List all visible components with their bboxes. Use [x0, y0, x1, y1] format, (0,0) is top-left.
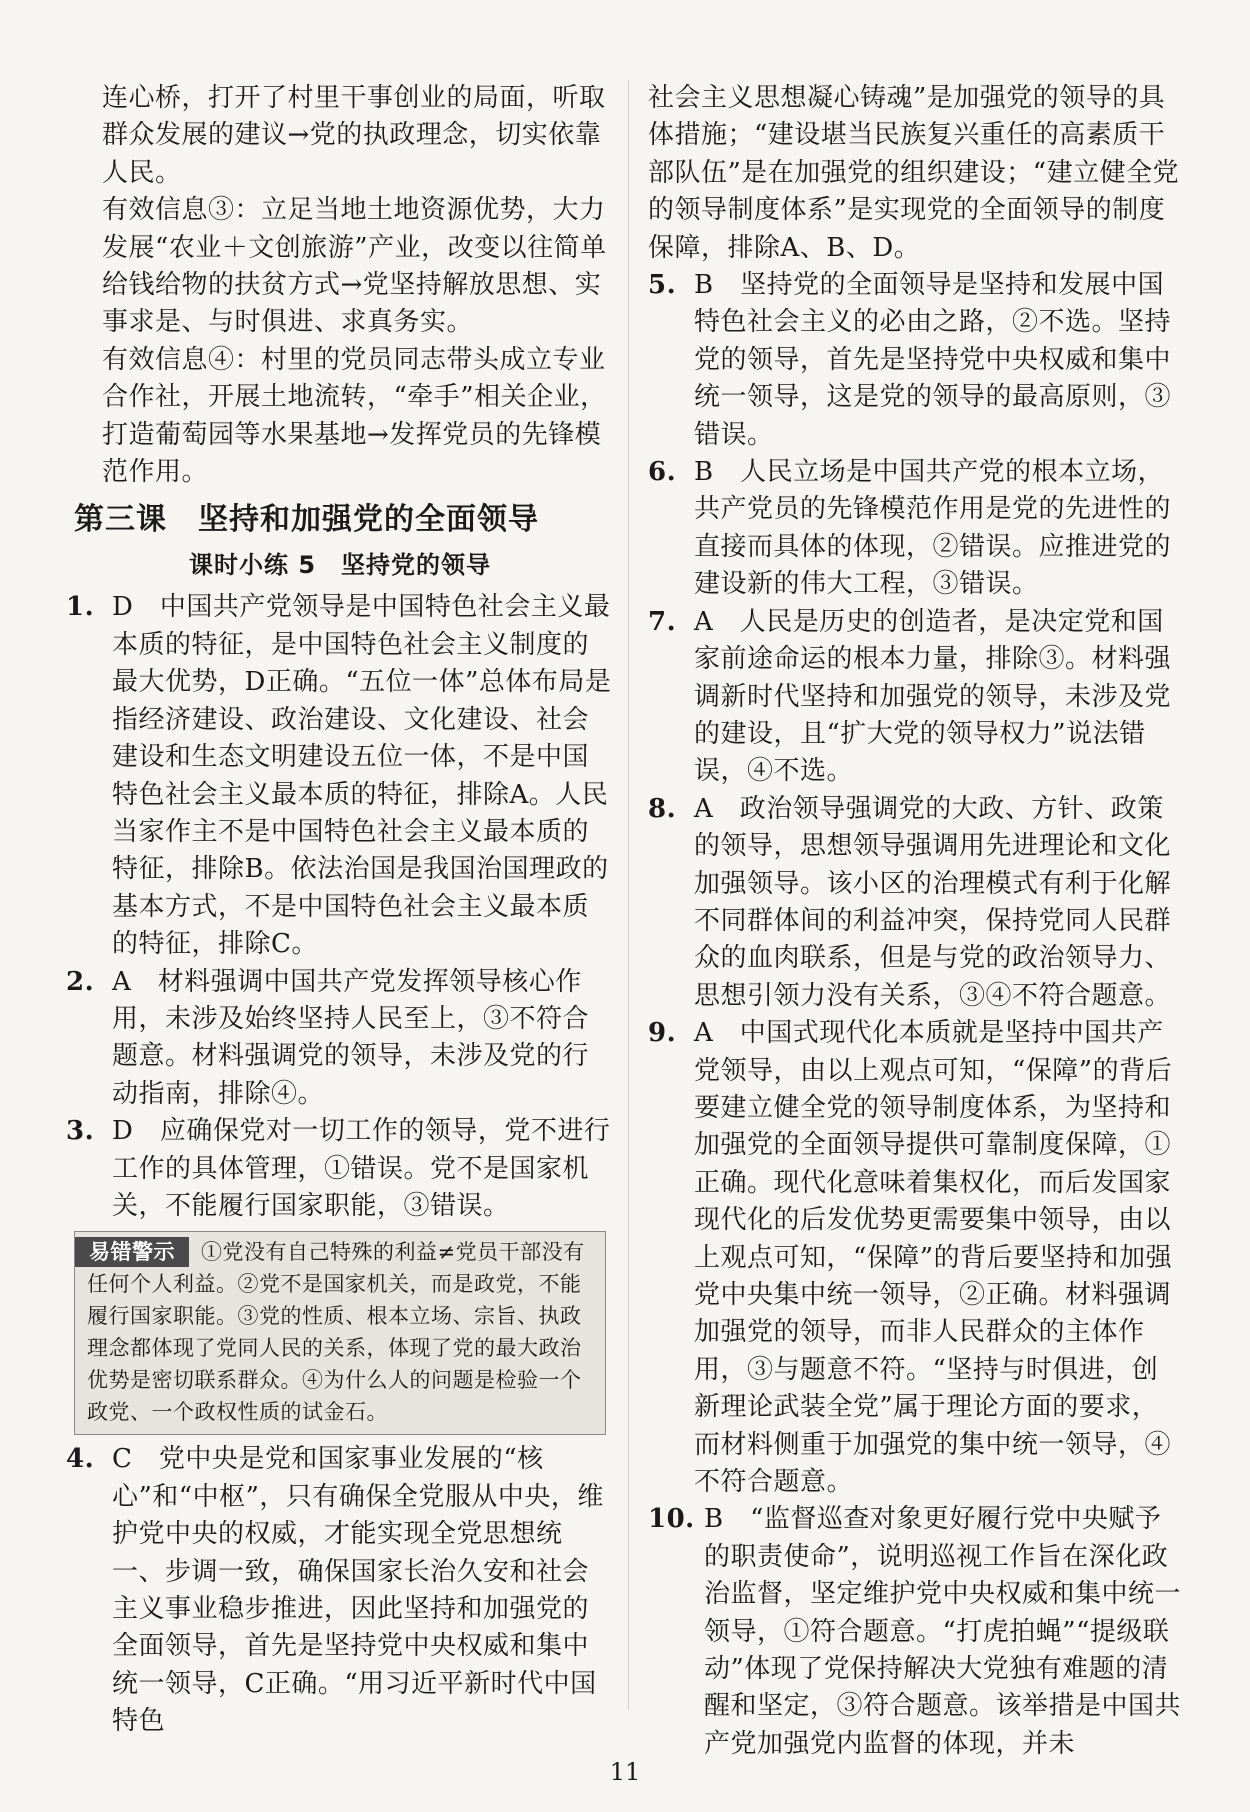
warning-text: ①党没有自己特殊的利益≠党员干部没有任何个人利益。②党不是国家机关，而是政党，不能履行国家职能。③党的性质、根本立场、宗旨、执政理念都体现了党同人民的关系，体现了党的最大政治优势是密切联系群众。④为什么人的问题是检验一个政党、一个政权性质的试金石。 — [87, 1240, 585, 1425]
answer-number: 5. — [648, 270, 677, 301]
answer-number: 9. — [648, 1018, 677, 1049]
answer-number: 8. — [648, 793, 677, 824]
warning-tag: 易错警示 — [75, 1237, 189, 1267]
answer-text: A 政治领导强调党的大政、方针、政策的领导，思想领导强调用先进理论和文化加强领导。该小区的治理模式有利于化解不同群体间的利益冲突，保持党同人民群众的血肉联系，但是与党的政治领导力、思想引领力没有关系，③④不符合题意。 — [694, 793, 1172, 1011]
answer-item — [648, 604, 1184, 791]
answer-item — [66, 1113, 614, 1225]
left-column — [66, 80, 614, 1741]
effective-info-4: 有效信息④：村里的党员同志带头成立专业合作社，开展土地流转，“牵手”相关企业，打造葡萄园等水果基地→发挥党员的先锋模范作用。 — [102, 344, 607, 488]
answer-item — [648, 791, 1184, 1015]
answer-text: B “监督巡查对象更好履行党中央赋予的职责使命”，说明巡视工作旨在深化政治监督，坚定维护党中央权威和集中统一领导，①符合题意。“打虎拍蝇”“提级联动”体现了党保持解决大党独有难题的清醒和坚定，③符合题意。该举措是中国共产党加强党内监督的体现，并未 — [704, 1504, 1182, 1759]
practice-title: 课时小练 5 坚持党的领导 — [188, 551, 492, 580]
answer-number: 7. — [648, 606, 677, 637]
answer-number: 3. — [66, 1116, 95, 1147]
answer-item — [66, 1441, 614, 1740]
answer-item — [66, 964, 614, 1114]
answer-item — [66, 589, 614, 963]
right-column — [648, 80, 1184, 1763]
answer-number: 1. — [66, 592, 95, 623]
effective-info-3: 有效信息③：立足当地土地资源优势，大力发展“农业＋文创旅游”产业，改变以往简单给钱给物的扶贫方式→党坚持解放思想、实事求是、与时俱进、求真务实。 — [102, 195, 607, 338]
answer-text: B 坚持党的全面领导是坚持和发展中国特色社会主义的必由之路，②不选。坚持党的领导，首先是坚持党中央权威和集中统一领导，这是党的领导的最高原则，③错误。 — [694, 270, 1172, 450]
answer-item — [648, 1015, 1184, 1501]
answer-number: 10. — [648, 1504, 695, 1535]
continued-answer: 社会主义思想凝心铸魂”是加强党的领导的具体措施；“建设堪当民族复兴重任的高素质干部队伍”是在加强党的组织建设；“建立健全党的领导制度体系”是实现党的全面领导的制度保障，排除A、B、D。 — [648, 83, 1180, 263]
column-divider — [628, 80, 629, 1710]
answer-text: A 中国式现代化本质就是坚持中国共产党领导，由以上观点可知，“保障”的背后要建立健全党的领导制度体系，为坚持和加强党的全面领导提供可靠制度保障，①正确。现代化意味着集权化，而后发国家现代化的后发优势更需要集中领导，由以上观点可知，“保障”的背后要坚持和加强党中央集中统一领导，②正确。材料强调加强党的领导，而非人民群众的主体作用，③与题意不符。“坚持与时俱进，创新理论武装全党”属于理论方面的要求，而材料侧重于加强党的集中统一领导，④不符合题意。 — [694, 1018, 1173, 1498]
answer-item — [648, 1501, 1184, 1763]
answer-item — [648, 267, 1184, 454]
answer-text: C 党中央是党和国家事业发展的“核心”和“中枢”，只有确保全党服从中央，维护党中央的权威，才能实现全党思想统一、步调一致，确保国家长治久安和社会主义事业稳步推进，因此坚持和加强党的全面领导，首先是坚持党中央权威和集中统一领导，C正确。“用习近平新时代中国特色 — [112, 1444, 604, 1737]
answer-text: A 材料强调中国共产党发挥领导核心作用，未涉及始终坚持人民至上，③不符合题意。材料强调党的领导，未涉及党的行动指南，排除④。 — [112, 966, 590, 1109]
lesson-title: 第三课 坚持和加强党的全面领导 — [74, 502, 539, 538]
intro-paragraph: 连心桥，打开了村里干事创业的局面，听取群众发展的建议→党的执政理念，切实依靠人民。 — [102, 83, 606, 188]
answer-text: D 应确保党对一切工作的领导，党不进行工作的具体管理，①错误。党不是国家机关，不能履行国家职能，③错误。 — [112, 1116, 611, 1221]
answer-text: B 人民立场是中国共产党的根本立场，共产党员的先锋模范作用是党的先进性的直接而具体的体现，②错误。应推进党的建设新的伟大工程，③错误。 — [694, 457, 1172, 600]
answer-number: 6. — [648, 457, 677, 488]
answer-text: D 中国共产党领导是中国特色社会主义最本质的特征，是中国特色社会主义制度的最大优势，D正确。“五位一体”总体布局是指经济建设、政治建设、文化建设、社会建设和生态文明建设五位一体，不是中国特色社会主义最本质的特征，排除A。人民当家作主不是中国特色社会主义最本质的特征，排除B。依法治国是我国治国理政的基本方式，不是中国特色社会主义最本质的特征，排除C。 — [112, 592, 612, 960]
answer-item — [648, 454, 1184, 604]
answer-text: A 人民是历史的创造者，是决定党和国家前途命运的根本力量，排除③。材料强调新时代坚持和加强党的领导，未涉及党的建设，且“扩大党的领导权力”说法错误，④不选。 — [694, 606, 1172, 787]
warning-box — [74, 1231, 606, 1435]
answer-number: 2. — [66, 966, 95, 997]
answer-number: 4. — [66, 1444, 95, 1475]
page-number: 11 — [609, 1758, 641, 1786]
